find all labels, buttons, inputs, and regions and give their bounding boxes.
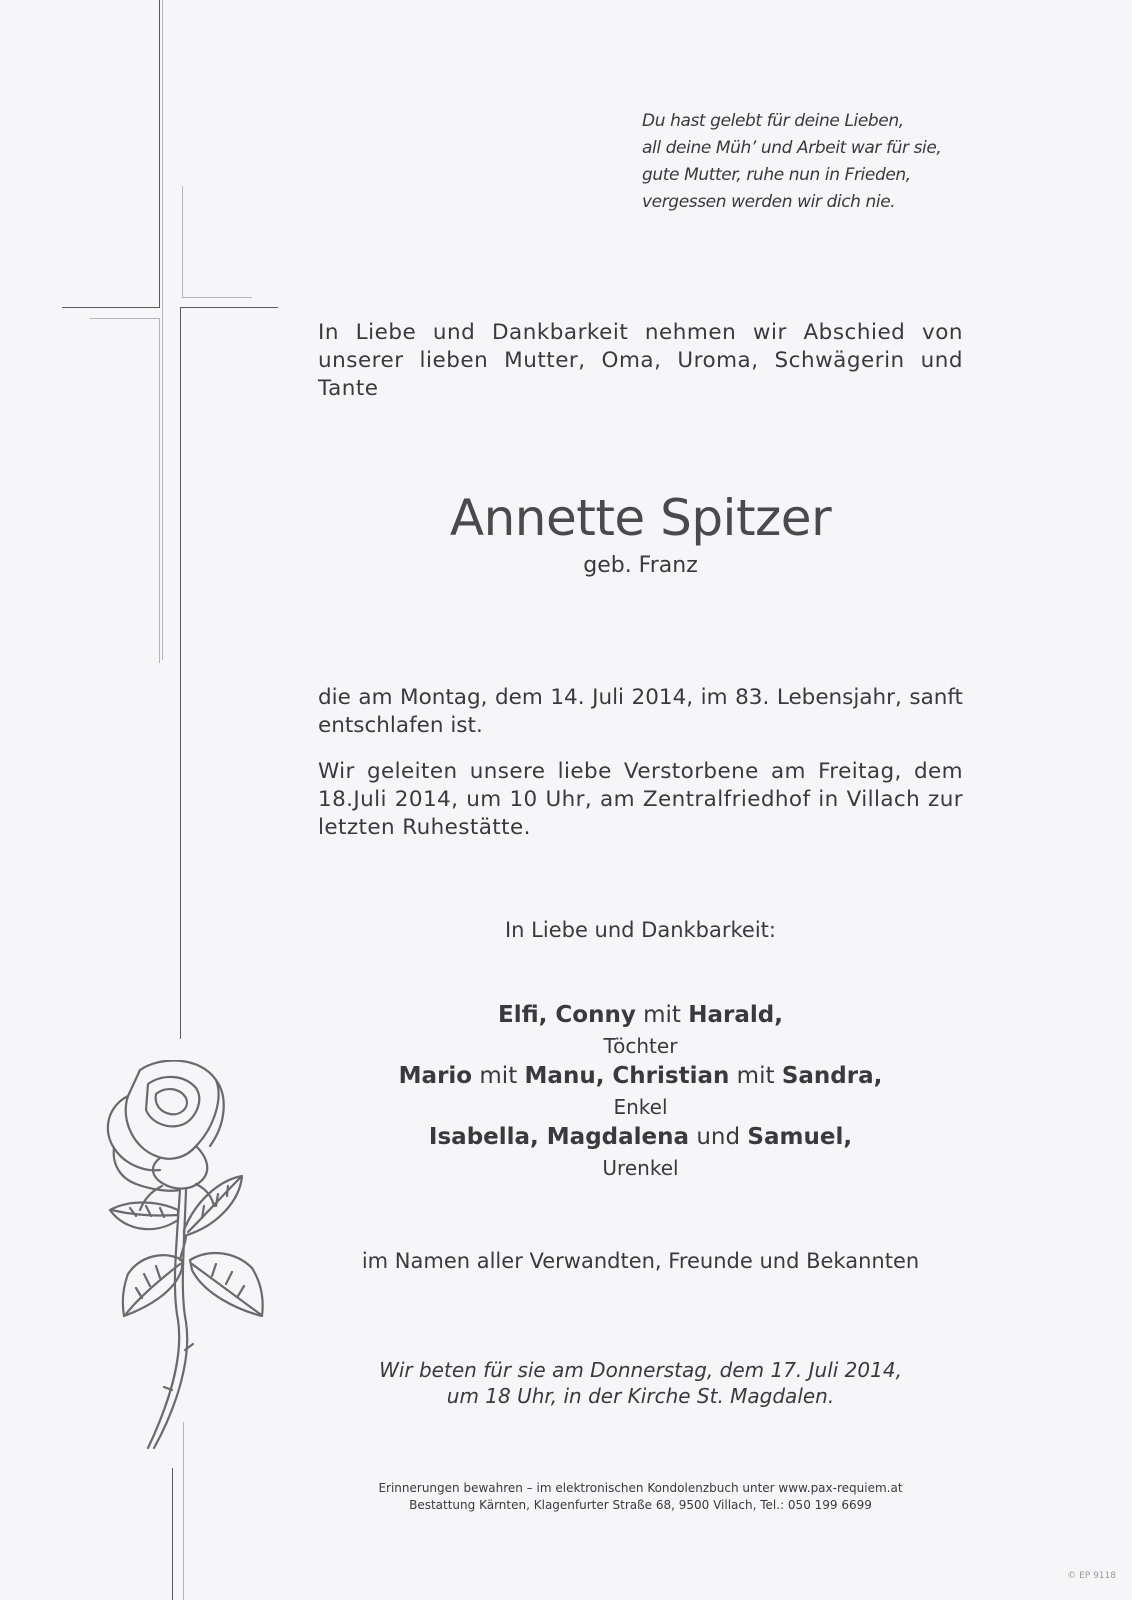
footer-line: Erinnerungen bewahren – im elektronischen Kondolenzbuch unter www.pax-requiem.at [378, 1481, 903, 1495]
family-connector: mit [729, 1063, 782, 1089]
rose-icon [100, 1060, 280, 1450]
deceased-name: Annette Spitzer [449, 489, 832, 547]
poem-line: all deine Müh’ und Arbeit war für sie, [642, 138, 942, 158]
footer [318, 1480, 963, 1514]
family-names: Isabella, Magdalena [428, 1124, 690, 1150]
intro-text: In Liebe und Dankbarkeit nehmen wir Abschied von unserer lieben Mutter, Oma, Uroma, Schwägerin und Tante [318, 320, 963, 401]
family-names: Samuel, [747, 1124, 853, 1150]
poem-line: gute Mutter, ruhe nun in Frieden, [642, 165, 911, 185]
thanks-heading: In Liebe und Dankbarkeit: [504, 918, 776, 942]
poem-line: Du hast gelebt für deine Lieben, [642, 111, 904, 131]
family-names: Harald, [688, 1002, 783, 1028]
prayer-line: Wir beten für sie am Donnerstag, dem 17. Juli 2014, [379, 1358, 902, 1382]
family-list [318, 1000, 963, 1183]
relation-label: Töchter [603, 1034, 678, 1058]
poem [642, 108, 982, 216]
family-names: Elfi, Conny [498, 1002, 636, 1028]
print-code: © EP 9118 [1067, 1571, 1116, 1581]
death-notice: die am Montag, dem 14. Juli 2014, im 83. Lebensjahr, sanft entschlafen ist. [318, 685, 963, 738]
prayer-notice [318, 1357, 963, 1409]
maiden-name: geb. Franz [583, 553, 698, 578]
family-row-grandchildren [318, 1061, 963, 1092]
family-connector: und [689, 1124, 748, 1150]
family-names: Manu, Christian [524, 1063, 730, 1089]
poem-line: vergessen werden wir dich nie. [642, 192, 896, 212]
on-behalf-text: im Namen aller Verwandten, Freunde und Bekannten [361, 1249, 920, 1273]
family-names: Mario [398, 1063, 473, 1089]
funeral-notice: Wir geleiten unsere liebe Verstorbene am Freitag, dem 18.Juli 2014, um 10 Uhr, am Zentralfriedhof in Villach zur letzten Ruhestätte. [318, 759, 963, 840]
family-connector: mit [635, 1002, 689, 1028]
family-row-daughters [318, 1000, 963, 1031]
prayer-line: um 18 Uhr, in der Kirche St. Magdalen. [446, 1384, 835, 1408]
family-connector: mit [472, 1063, 525, 1089]
relation-label: Enkel [613, 1095, 668, 1119]
relation-label: Urenkel [602, 1156, 679, 1180]
family-row-great-grandchildren [318, 1122, 963, 1153]
family-names: Sandra, [781, 1063, 883, 1089]
footer-line: Bestattung Kärnten, Klagenfurter Straße 68, 9500 Villach, Tel.: 050 199 6699 [409, 1498, 872, 1512]
